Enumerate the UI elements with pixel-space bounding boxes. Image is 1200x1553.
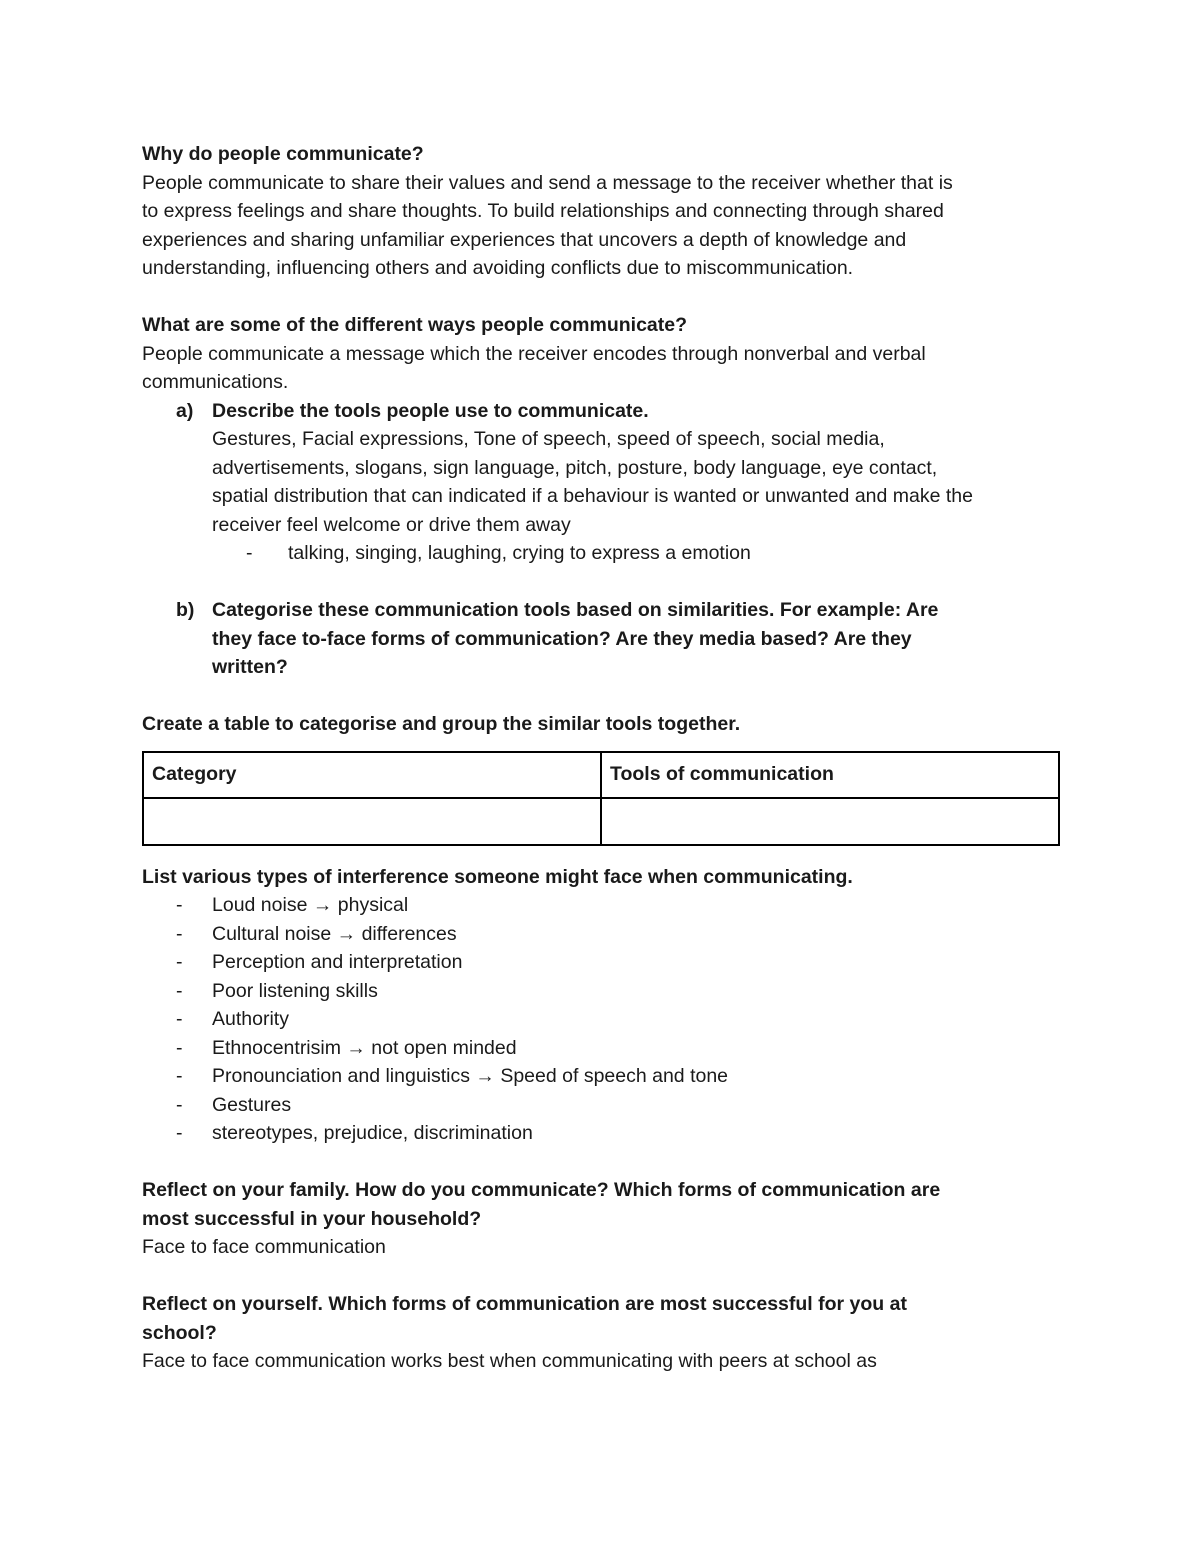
list-item-text: Loud noise → physical: [212, 894, 409, 916]
subquestion-b: [142, 596, 1067, 625]
table-header-tools: Tools of communication: [601, 752, 1059, 798]
question-family: Reflect on your family. How do you communicate? Which forms of communication are: [142, 1179, 941, 1201]
table-header-category: Category: [143, 752, 601, 798]
dash-marker: -: [176, 1093, 183, 1116]
spacer: [142, 1262, 1067, 1291]
interference-list: [142, 891, 1067, 1148]
list-item: [142, 920, 1067, 949]
question-why-communicate: Why do people communicate?: [142, 143, 424, 165]
subquestion-text: Categorise these communication tools based on similarities. For example: Are: [212, 599, 939, 621]
subquestion-a: [142, 397, 1067, 426]
list-item-text: Pronounciation and linguistics → Speed of speech and tone: [212, 1065, 729, 1087]
dash-marker: -: [246, 542, 253, 564]
answer-line: Gestures, Facial expressions, Tone of speech, speed of speech, social media,: [212, 428, 885, 450]
answer-line: advertisements, slogans, sign language, pitch, posture, body language, eye contact,: [212, 456, 938, 479]
list-item: [142, 948, 1067, 977]
dash-marker: -: [176, 979, 183, 1002]
subquestion-text: written?: [212, 656, 288, 678]
list-item: [142, 1091, 1067, 1120]
question-interference: List various types of interference someone might face when communicating.: [142, 865, 853, 888]
answer-family: Face to face communication: [142, 1236, 386, 1258]
answer-line: experiences and sharing unfamiliar experiences that uncovers a depth of knowledge and: [142, 228, 907, 251]
list-item-text: Poor listening skills: [212, 979, 378, 1002]
subquestion-text: Describe the tools people use to communicate.: [212, 399, 649, 422]
list-item: [142, 891, 1067, 920]
list-item: [142, 1005, 1067, 1034]
category-table: [142, 751, 1060, 846]
list-item-text: Cultural noise → differences: [212, 922, 457, 945]
dash-marker: -: [176, 894, 183, 916]
answer-line: understanding, influencing others and avoiding conflicts due to miscommunication.: [142, 257, 854, 279]
dash-marker: -: [176, 1065, 183, 1087]
answer-line: receiver feel welcome or drive them away: [212, 513, 571, 536]
answer-line: to express feelings and share thoughts. To build relationships and connecting through shared: [142, 200, 944, 222]
list-item-text: Gestures: [212, 1093, 292, 1116]
answer-why-communicate: [142, 169, 1067, 283]
list-item-text: Perception and interpretation: [212, 951, 463, 973]
list-item-text: stereotypes, prejudice, discrimination: [212, 1122, 533, 1144]
dash-marker: -: [176, 951, 183, 973]
question-self: school?: [142, 1321, 217, 1344]
spacer: [142, 682, 1067, 711]
answer-line: People communicate a message which the receiver encodes through nonverbal and verbal: [142, 342, 926, 365]
list-item-text: Ethnocentrisim → not open minded: [212, 1036, 517, 1059]
table-header-row: [143, 752, 1059, 798]
question-ways-communicate: What are some of the different ways people communicate?: [142, 314, 688, 336]
dash-item-text: talking, singing, laughing, crying to express a emotion: [288, 542, 751, 564]
dash-marker: -: [176, 1122, 183, 1144]
answer-self: Face to face communication works best when communicating with peers at school as: [142, 1350, 877, 1372]
table-cell: [601, 798, 1059, 845]
answer-line: spatial distribution that can indicated if a behaviour is wanted or unwanted and make the: [212, 485, 973, 507]
table-instruction: Create a table to categorise and group the similar tools together.: [142, 713, 741, 735]
list-item: [142, 1119, 1067, 1148]
table-row: [143, 798, 1059, 845]
subquestion-label: a): [176, 399, 194, 422]
subquestion-label: b): [176, 599, 195, 621]
list-item-text: Authority: [212, 1008, 289, 1030]
list-item: [142, 1034, 1067, 1063]
list-item: [142, 977, 1067, 1006]
spacer: [142, 283, 1067, 312]
document-body: [142, 140, 1067, 1376]
question-self: Reflect on yourself. Which forms of communication are most successful for you at: [142, 1293, 907, 1315]
spacer: [142, 1148, 1067, 1177]
dash-marker: -: [176, 1036, 183, 1059]
table-cell: [143, 798, 601, 845]
answer-line: People communicate to share their values and send a message to the receiver whether that is: [142, 171, 953, 194]
dash-list-item: [142, 539, 1067, 568]
dash-marker: -: [176, 1008, 183, 1030]
list-item: [142, 1062, 1067, 1091]
question-family: most successful in your household?: [142, 1207, 482, 1230]
answer-line: communications.: [142, 371, 289, 393]
dash-marker: -: [176, 922, 183, 945]
subquestion-text: they face to-face forms of communication? Are they media based? Are they: [212, 627, 912, 650]
spacer: [142, 568, 1067, 597]
